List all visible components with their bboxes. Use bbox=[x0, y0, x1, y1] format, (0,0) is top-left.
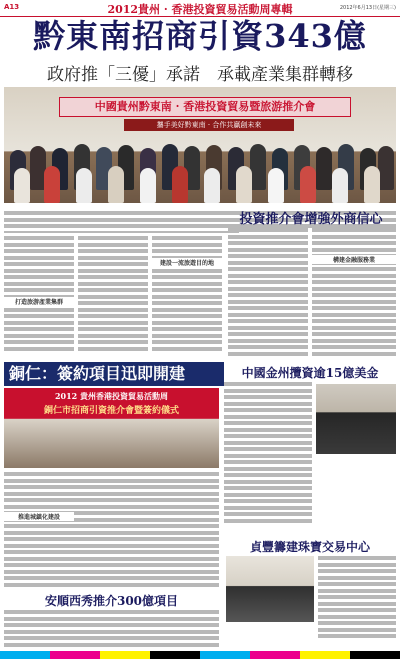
column-2 bbox=[78, 236, 148, 356]
date-line: 2012年6月13日(星期三) bbox=[339, 5, 396, 11]
anshun-text bbox=[4, 610, 219, 650]
tongren-title: 銅仁：簽約項目迅即開建 bbox=[4, 362, 224, 386]
zhenfeng-photo bbox=[226, 556, 314, 622]
jinzhou-text bbox=[224, 382, 312, 532]
anshun-title: 安順西秀推介300億項目 bbox=[44, 594, 179, 608]
page-subhead: 政府推「三優」承諾 承載產業集群轉移 bbox=[47, 65, 353, 85]
page-headline: 黔東南招商引資343億 bbox=[33, 17, 367, 55]
main-photo bbox=[4, 87, 396, 203]
section-title: 2012貴州 · 香港投資貿易活動周專輯 bbox=[107, 3, 293, 16]
investment-title: 投資推介會增強外商信心 bbox=[239, 212, 383, 227]
zhenfeng-text bbox=[318, 556, 396, 650]
tongren-photo bbox=[4, 388, 219, 468]
photo-people bbox=[4, 132, 396, 203]
investment-col-1 bbox=[228, 228, 308, 358]
tongren-text bbox=[4, 472, 219, 592]
photo-backdrop-text: 攜手美好黔東南 · 合作共贏創未來 bbox=[124, 119, 294, 131]
page-number: A13 bbox=[4, 3, 20, 11]
tongren-banner: 2012 貴州香港投資貿易活動周 bbox=[54, 391, 169, 401]
column-1 bbox=[4, 236, 74, 356]
photo-banner: 中國貴州黔東南 · 香港投資貿易暨旅游推介會 bbox=[59, 97, 351, 117]
subtitle-b: 建設一流旅遊目的地 bbox=[152, 258, 222, 267]
jinzhou-title: 中國金州攬資逾15億美金 bbox=[241, 366, 379, 380]
jinzhou-photo bbox=[316, 384, 396, 454]
subtitle-a: 打造旅游產業集群 bbox=[4, 297, 74, 306]
subtitle-d: 推進城鎮化建設 bbox=[4, 512, 74, 521]
tongren-banner-2: 銅仁市招商引資推介會暨簽約儀式 bbox=[43, 406, 179, 416]
zhenfeng-title: 貞豐籌建珠寶交易中心 bbox=[249, 540, 370, 554]
subtitle-c: 構建金融服務業 bbox=[312, 255, 396, 264]
column-3 bbox=[152, 236, 222, 356]
print-color-bar bbox=[0, 651, 400, 659]
investment-col-2 bbox=[312, 228, 396, 358]
